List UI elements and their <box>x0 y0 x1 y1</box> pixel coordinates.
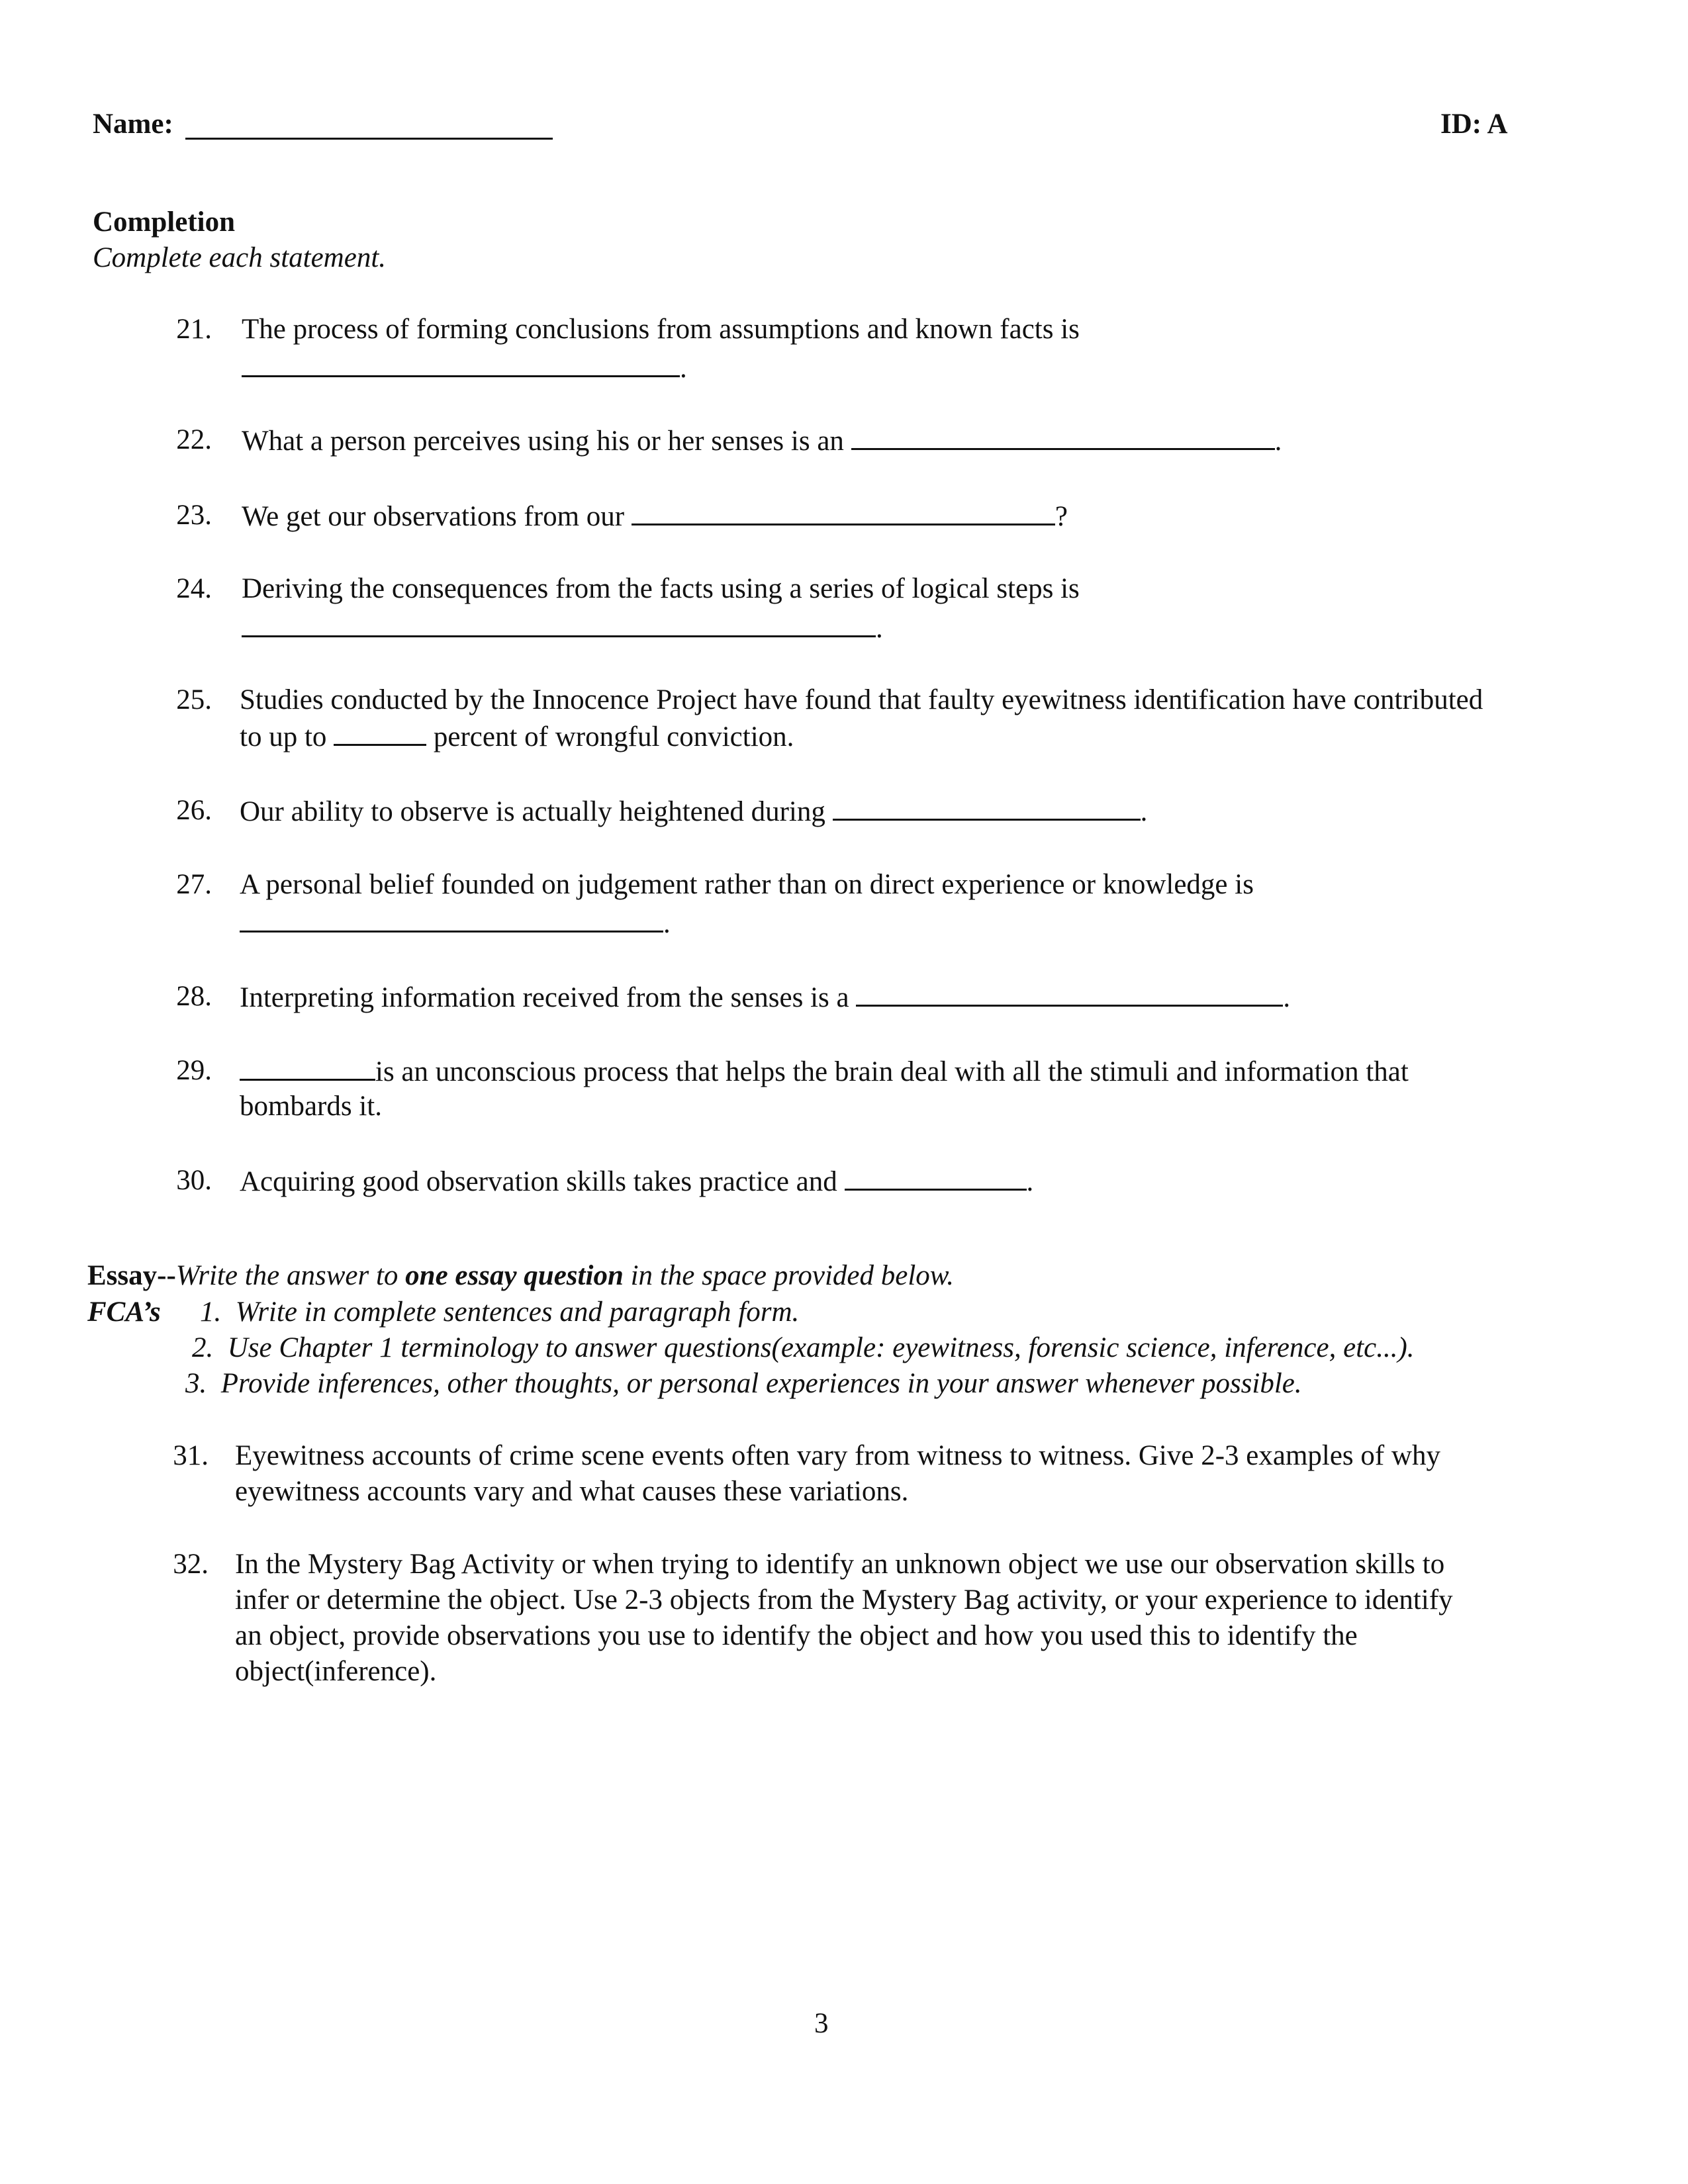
fca-item-1 <box>200 1294 799 1330</box>
name-field[interactable] <box>185 111 553 140</box>
question-text: In the Mystery Bag Activity or when trying to identify an unknown object we use our observation skills to <box>235 1549 1445 1580</box>
answer-blank[interactable] <box>242 349 680 377</box>
question-end: . <box>1140 796 1148 827</box>
question-text-cont: to up to <box>240 721 327 752</box>
question-number: 23. <box>176 500 212 531</box>
answer-blank[interactable] <box>240 904 663 933</box>
essay-label: Essay-- <box>87 1260 176 1291</box>
question-text: Our ability to observe is actually heightened during <box>240 796 825 827</box>
question-end: . <box>680 353 687 384</box>
question-number: 25. <box>176 684 212 715</box>
question-number: 24. <box>176 573 212 604</box>
question-text: is an unconscious process that helps the brain deal with all the stimuli and information that <box>375 1056 1409 1087</box>
fca-number: 2. <box>192 1332 214 1363</box>
completion-instruction: Complete each statement. <box>93 242 387 273</box>
question-text: object(inference). <box>235 1656 437 1687</box>
question-number: 30. <box>176 1165 212 1196</box>
question-text-cont: bombards it. <box>240 1091 382 1122</box>
fca-text: Write in complete sentences and paragraph form. <box>235 1297 800 1328</box>
name-label: Name: <box>93 109 173 140</box>
question-end: ? <box>1055 501 1068 532</box>
question-text: Acquiring good observation skills takes practice and <box>240 1166 837 1197</box>
question-text: A personal belief founded on judgement rather than on direct experience or knowledge is <box>240 869 1254 900</box>
essay-instruction-bold: one essay question <box>405 1260 624 1291</box>
fca-text: Provide inferences, other thoughts, or personal experiences in your answer whenever possible. <box>220 1368 1302 1399</box>
question-text: We get our observations from our <box>242 501 625 532</box>
question-end: . <box>1274 426 1282 457</box>
question-number: 27. <box>176 869 212 900</box>
question-end: . <box>876 613 883 644</box>
fca-label: FCA’s <box>87 1297 161 1328</box>
question-number: 21. <box>176 314 212 345</box>
question-number: 29. <box>176 1055 212 1086</box>
question-end: . <box>663 908 671 939</box>
fca-item-3 <box>185 1365 1302 1402</box>
answer-blank[interactable] <box>845 1162 1027 1191</box>
essay-heading <box>87 1257 954 1294</box>
question-end: . <box>1283 982 1291 1013</box>
question-text: The process of forming conclusions from assumptions and known facts is <box>242 314 1080 345</box>
question-text: eyewitness accounts vary and what causes these variations. <box>235 1476 909 1507</box>
question-text: Eyewitness accounts of crime scene events often vary from witness to witness. Give 2-3 examples of why <box>235 1440 1441 1471</box>
question-text-end: percent of wrongful conviction. <box>433 721 794 752</box>
question-text: Deriving the consequences from the facts using a series of logical steps is <box>242 573 1080 604</box>
question-text: What a person perceives using his or her senses is an <box>242 426 844 457</box>
fca-number: 3. <box>185 1368 207 1399</box>
page-number: 3 <box>814 2008 829 2039</box>
answer-blank[interactable] <box>632 497 1055 525</box>
fca-item-2 <box>192 1330 1415 1366</box>
fca-text: Use Chapter 1 terminology to answer questions(example: eyewitness, forensic science, inference, etc...). <box>227 1332 1415 1363</box>
question-number: 26. <box>176 795 212 826</box>
question-end: . <box>1026 1166 1034 1197</box>
completion-heading: Completion <box>93 206 235 238</box>
answer-blank[interactable] <box>242 609 876 637</box>
answer-blank[interactable] <box>833 792 1141 821</box>
essay-instruction-2: in the space provided below. <box>623 1260 955 1291</box>
question-number: 22. <box>176 424 212 455</box>
question-number: 28. <box>176 981 212 1012</box>
id-label: ID: A <box>1440 109 1508 140</box>
answer-blank[interactable] <box>334 717 426 746</box>
question-number: 31. <box>173 1440 209 1471</box>
question-text: an object, provide observations you use to identify the object and how you used this to identify the <box>235 1620 1358 1651</box>
question-text: Interpreting information received from the senses is a <box>240 982 849 1013</box>
question-text: infer or determine the object. Use 2-3 objects from the Mystery Bag activity, or your experience to identify <box>235 1584 1453 1615</box>
answer-blank[interactable] <box>240 1052 375 1081</box>
answer-blank[interactable] <box>851 422 1275 450</box>
essay-instruction-1: Write the answer to <box>175 1260 406 1291</box>
fca-number: 1. <box>200 1297 222 1328</box>
question-text: Studies conducted by the Innocence Project have found that faulty eyewitness identification have contributed <box>240 684 1483 715</box>
question-number: 32. <box>173 1549 209 1580</box>
answer-blank[interactable] <box>856 978 1283 1007</box>
